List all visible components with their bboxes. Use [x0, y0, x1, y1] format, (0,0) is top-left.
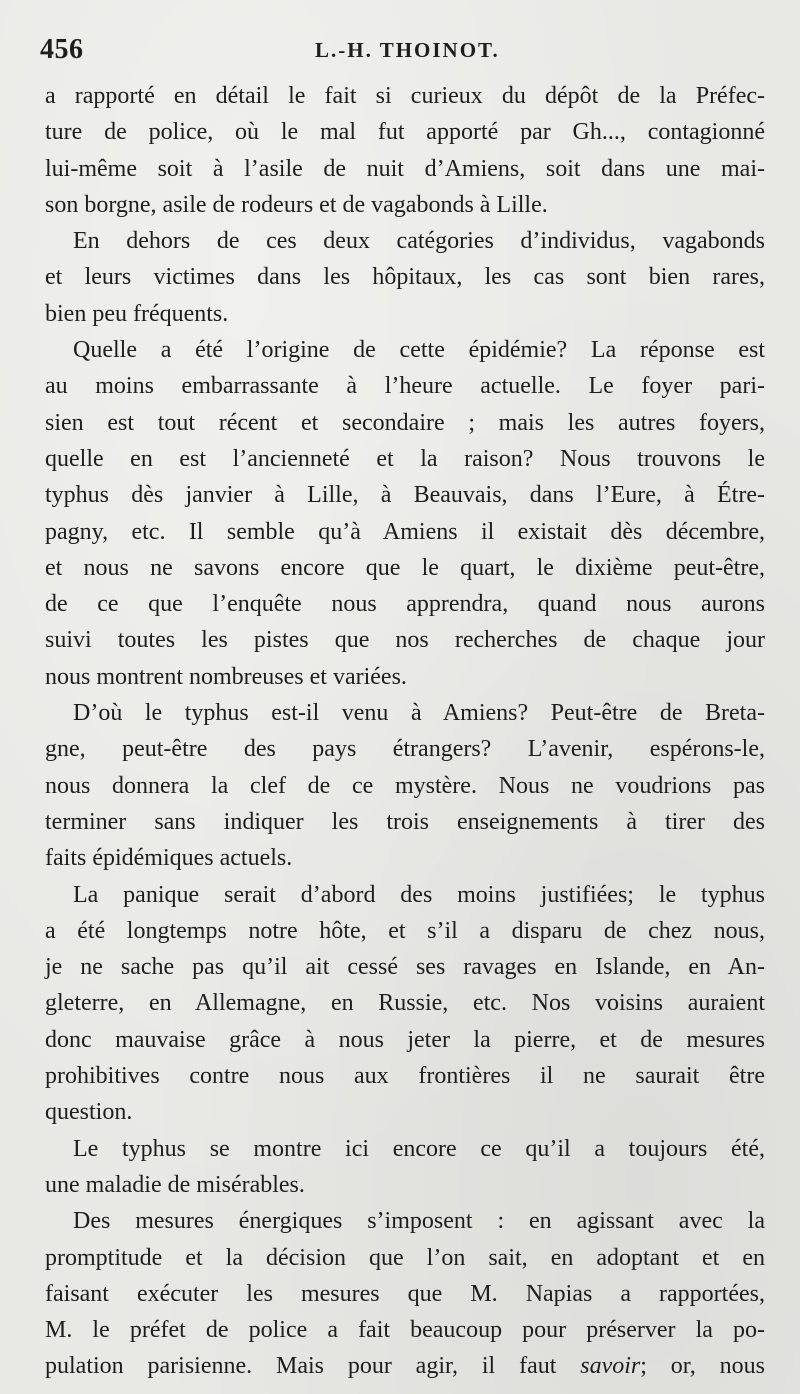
- text-line: a rapporté en détail le fait si curieux du dépôt de la Préfec-: [45, 83, 765, 109]
- text-line: a été longtemps notre hôte, et s’il a disparu de chez nous,: [45, 917, 765, 944]
- text-line: bien peu fréquents.: [45, 300, 229, 327]
- text-line: typhus dès janvier à Lille, à Beauvais, dans l’Eure, à Étre-: [45, 482, 765, 509]
- paragraph: [45, 877, 765, 1131]
- italic-word: savoir: [580, 1353, 641, 1380]
- text-line: nous donnera la clef de ce mystère. Nous ne voudrions pas: [45, 772, 765, 799]
- text-line: Quelle a été l’origine de cette épidémie? La réponse est: [73, 337, 765, 364]
- paragraph: [45, 695, 765, 876]
- text-line: Des mesures énergiques s’imposent : en agissant avec la: [73, 1208, 765, 1235]
- paragraph: [45, 1131, 765, 1204]
- text-line: je ne sache pas qu’il ait cessé ses ravages en Islande, en An-: [45, 954, 765, 981]
- text-line: sien est tout récent et secondaire ; mais les autres foyers,: [45, 409, 765, 436]
- text-line: nous montrent nombreuses et variées.: [45, 663, 407, 690]
- paragraph: [45, 223, 765, 332]
- page-number: 456: [40, 34, 84, 65]
- text-line: La panique serait d’abord des moins justifiées; le typhus: [73, 881, 765, 908]
- text-line: pagny, etc. Il semble qu’à Amiens il existait dès décembre,: [45, 518, 765, 545]
- text-line: terminer sans indiquer les trois enseignements à tirer des: [45, 808, 765, 835]
- text-line: une maladie de misérables.: [45, 1171, 305, 1198]
- text-line: de ce que l’enquête nous apprendra, quand nous aurons: [45, 591, 765, 618]
- text-line: D’où le typhus est-il venu à Amiens? Peut-être de Breta-: [73, 700, 765, 727]
- text-line: lui-même soit à l’asile de nuit d’Amiens, soit dans une mai-: [45, 155, 765, 182]
- text-line: gne, peut-être des pays étrangers? L’avenir, espérons-le,: [45, 736, 765, 763]
- text-segment: ; or, nous: [640, 1353, 765, 1380]
- paragraph: [45, 1203, 765, 1384]
- body-text: [45, 78, 765, 1385]
- text-line: suivi toutes les pistes que nos recherches de chaque jour: [45, 627, 765, 654]
- text-line: au moins embarrassante à l’heure actuelle. Le foyer pari-: [45, 373, 765, 400]
- text-line: donc mauvaise grâce à nous jeter la pierre, et de mesures: [45, 1026, 765, 1053]
- page-header: [40, 34, 765, 74]
- text-line: En dehors de ces deux catégories d’individus, vagabonds: [73, 228, 765, 255]
- text-line: et nous ne savons encore que le quart, le dixième peut-être,: [45, 554, 765, 581]
- text-line: son borgne, asile de rodeurs et de vagabonds à Lille.: [45, 191, 548, 218]
- text-segment: pulation parisienne. Mais pour agir, il faut: [45, 1353, 581, 1380]
- paragraph: [45, 78, 765, 223]
- text-line: quelle en est l’ancienneté et la raison? Nous trouvons le: [45, 445, 765, 472]
- running-head: L.-H. THOINOT.: [315, 38, 500, 62]
- text-line: et leurs victimes dans les hôpitaux, les cas sont bien rares,: [45, 264, 765, 291]
- text-line: [45, 1348, 765, 1384]
- text-line: prohibitives contre nous aux frontières il ne saurait être: [45, 1063, 765, 1090]
- text-line: ture de police, où le mal fut apporté par Gh..., contagionné: [45, 119, 765, 146]
- text-line: promptitude et la décision que l’on sait, en adoptant et en: [45, 1244, 765, 1271]
- text-line: faits épidémiques actuels.: [45, 845, 293, 872]
- text-line: M. le préfet de police a fait beaucoup pour préserver la po-: [45, 1317, 765, 1344]
- text-line: question.: [45, 1099, 133, 1126]
- text-line: Le typhus se montre ici encore ce qu’il a toujours été,: [73, 1135, 765, 1162]
- paragraph: [45, 332, 765, 695]
- text-line: faisant exécuter les mesures que M. Napias a rapportées,: [45, 1280, 765, 1307]
- text-line: gleterre, en Allemagne, en Russie, etc. Nos voisins auraient: [45, 990, 765, 1017]
